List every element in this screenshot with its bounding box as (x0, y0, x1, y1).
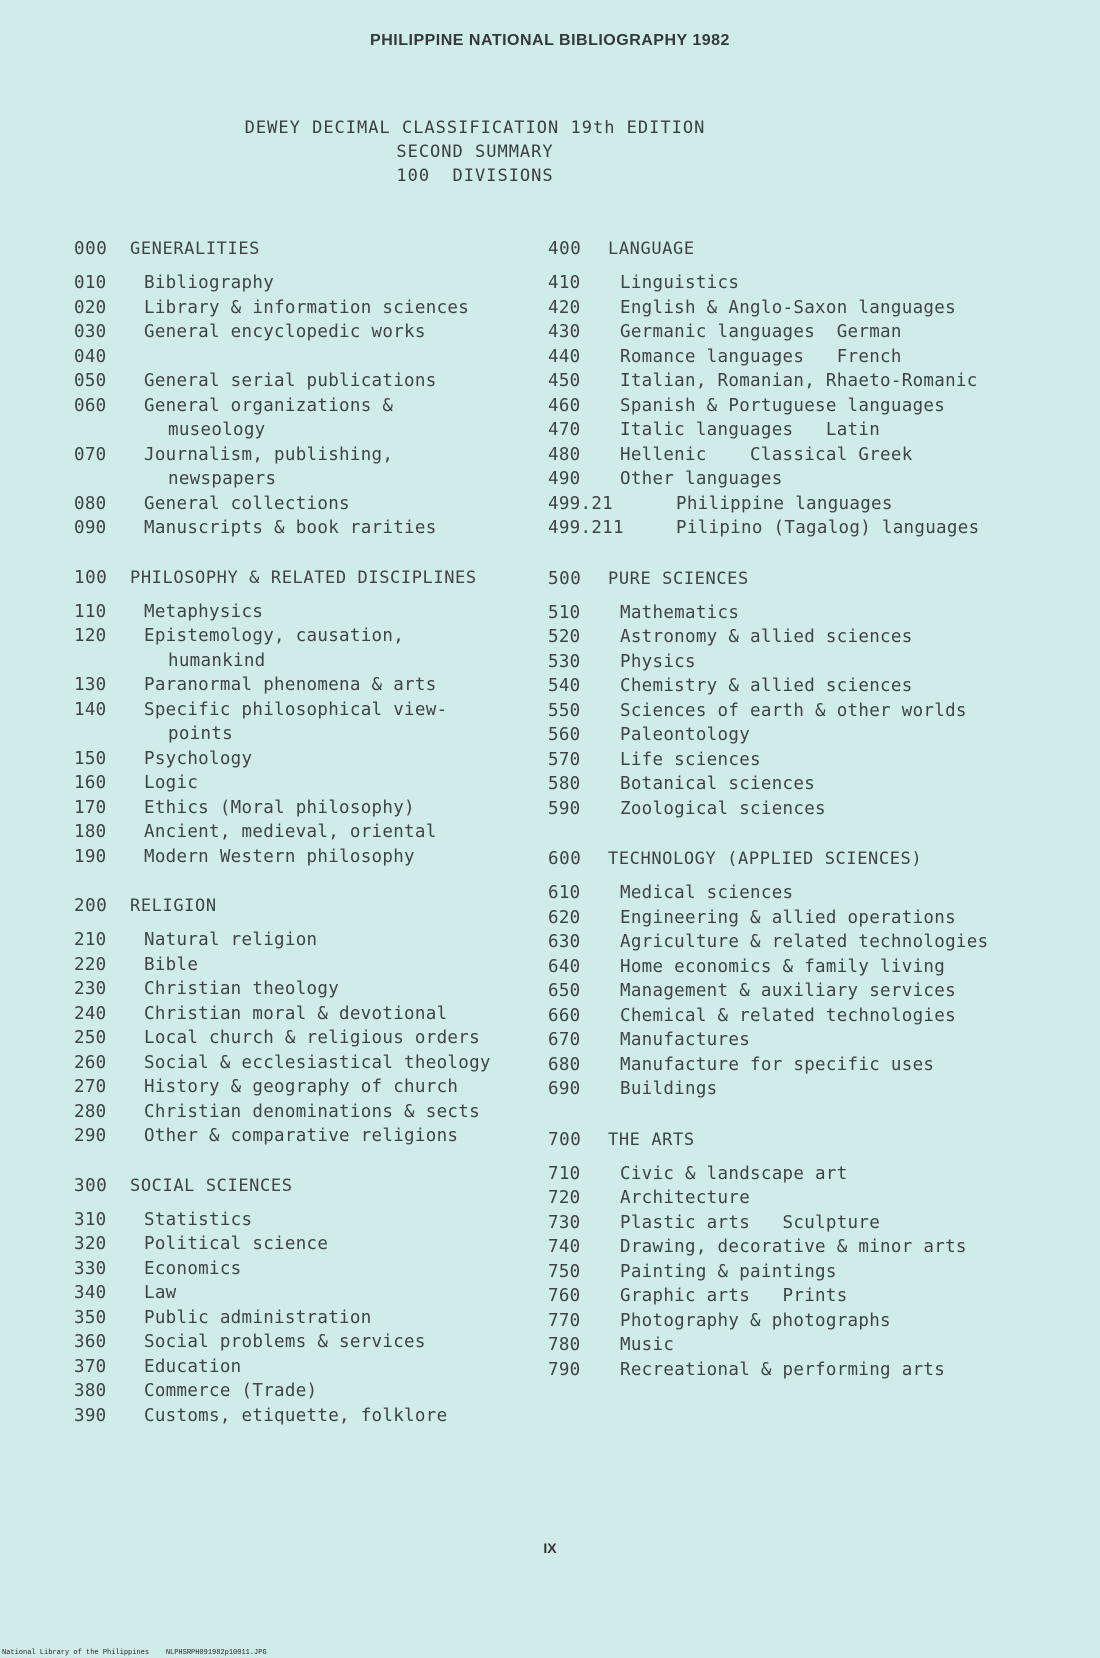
division-entry (548, 906, 1048, 931)
division-label: Photography & photographs (620, 1310, 891, 1331)
section-code: 200 (74, 896, 108, 916)
section-gap (548, 1102, 1048, 1128)
division-entry (548, 1077, 1048, 1102)
division-label: Other languages (620, 469, 783, 489)
page-number: IX (543, 1540, 557, 1556)
division-code: 499.21 (548, 493, 614, 514)
division-label: Hellenic Classical Greek (620, 444, 913, 465)
division-label: Philippine languages (676, 493, 893, 514)
division-code: 710 (548, 1163, 581, 1184)
division-code: 350 (74, 1307, 107, 1328)
division-code: 320 (74, 1234, 107, 1254)
section-gap (548, 821, 1048, 847)
division-code: 110 (74, 601, 107, 622)
division-entry (74, 747, 554, 772)
scan-footer: National Library of the Philippines NLPHSRPH091982p10011.JPG (2, 1649, 267, 1657)
division-entry (548, 955, 1048, 980)
division-entry (74, 953, 554, 978)
division-code: 590 (548, 798, 581, 819)
section-heading (548, 237, 1048, 261)
division-code: 740 (548, 1237, 581, 1257)
division-label: General encyclopedic works (144, 322, 426, 342)
division-code: 360 (74, 1332, 107, 1352)
section-gap (548, 541, 1048, 567)
division-code: 240 (74, 1003, 107, 1024)
division-code: 510 (548, 602, 581, 623)
division-label: Italic languages Latin (620, 420, 881, 440)
division-label: Chemical & related technologies (620, 1005, 956, 1026)
division-entry (548, 625, 1048, 650)
division-label: Spanish & Portuguese languages (620, 395, 946, 416)
division-code: 750 (548, 1261, 581, 1282)
division-label: Ancient, medieval, oriental (144, 822, 437, 842)
division-entry (548, 674, 1048, 699)
division-entry (74, 600, 554, 625)
division-code: 190 (74, 846, 107, 867)
division-entry (548, 1260, 1048, 1285)
division-entry (548, 1028, 1048, 1053)
division-entry (548, 443, 1048, 468)
division-label: Manufacture for specific uses (620, 1054, 935, 1075)
division-code: 630 (548, 932, 581, 952)
division-entry (548, 1284, 1048, 1309)
division-entry (74, 296, 554, 321)
section-heading (74, 566, 554, 590)
division-entry (548, 1211, 1048, 1236)
division-entry (548, 1358, 1048, 1383)
division-entry (548, 979, 1048, 1004)
division-entry (548, 516, 1048, 541)
division-entry (548, 1004, 1048, 1029)
division-label: Romance languages French (620, 346, 902, 367)
section-title: LANGUAGE (608, 239, 695, 259)
division-code: 610 (548, 883, 581, 903)
division-entry (548, 492, 1048, 517)
right-column (548, 237, 1048, 1382)
division-label: Recreational & performing arts (620, 1359, 946, 1380)
division-entry (74, 1330, 554, 1355)
division-code: 550 (548, 700, 581, 721)
division-code: 490 (548, 469, 581, 489)
division-code: 150 (74, 748, 107, 769)
section-title: SOCIAL SCIENCES (130, 1175, 293, 1196)
division-entry (74, 1355, 554, 1380)
division-code: 520 (548, 627, 581, 647)
division-label: Specific philosophical view- points (132, 698, 447, 747)
division-entry (548, 394, 1048, 419)
division-code: 480 (548, 444, 581, 465)
section-code: 100 (74, 567, 108, 588)
division-label: Christian denominations & sects (144, 1101, 480, 1122)
division-entry (74, 345, 554, 370)
division-label-continued: points (168, 724, 234, 744)
division-entry (548, 881, 1048, 906)
division-entry (74, 1124, 554, 1149)
division-label: Education (144, 1356, 242, 1377)
division-label: Life sciences (620, 749, 761, 770)
title-block (0, 116, 950, 188)
division-entry (548, 601, 1048, 626)
class-section (548, 1128, 1048, 1383)
division-entry (548, 296, 1048, 321)
division-entry (74, 1100, 554, 1125)
division-label: Management & auxiliary services (620, 981, 956, 1001)
division-label: Pilipino (Tagalog) languages (676, 518, 980, 538)
division-code: 420 (548, 297, 581, 318)
section-code: 500 (548, 568, 582, 589)
division-entry (74, 698, 554, 747)
division-entry (74, 394, 554, 443)
section-heading (548, 847, 1048, 871)
division-entry (74, 1281, 554, 1306)
division-code: 680 (548, 1054, 581, 1075)
division-label: Buildings (620, 1079, 718, 1099)
division-entry (548, 748, 1048, 773)
division-code: 640 (548, 956, 581, 977)
division-entry (548, 772, 1048, 797)
division-code: 580 (548, 774, 581, 794)
class-section (74, 237, 554, 541)
division-label: Agriculture & related technologies (620, 932, 989, 952)
section-gap (74, 1149, 554, 1174)
division-entry (548, 650, 1048, 675)
division-code: 010 (74, 273, 107, 293)
division-entry (74, 443, 554, 492)
section-title: TECHNOLOGY (APPLIED SCIENCES) (608, 849, 923, 869)
division-code: 460 (548, 395, 581, 416)
division-code: 030 (74, 322, 107, 342)
division-label-continued: museology (168, 420, 266, 440)
division-code: 270 (74, 1077, 107, 1097)
division-code: 080 (74, 493, 107, 514)
division-label: Natural religion (144, 930, 318, 950)
section-heading (548, 567, 1048, 591)
division-entry (74, 271, 554, 296)
section-code: 300 (74, 1175, 108, 1196)
division-label: Paleontology (620, 725, 751, 745)
division-label: Political science (144, 1234, 329, 1254)
division-code: 410 (548, 273, 581, 293)
division-label: Plastic arts Sculpture (620, 1212, 881, 1233)
division-label: Local church & religious orders (144, 1028, 480, 1048)
division-code: 560 (548, 725, 581, 745)
division-entry (74, 1075, 554, 1100)
division-code: 470 (548, 420, 581, 440)
division-entry (548, 723, 1048, 748)
division-label: Botanical sciences (620, 774, 816, 794)
section-heading (74, 237, 554, 261)
division-entry (74, 845, 554, 870)
class-section (74, 566, 554, 870)
division-entry (74, 1051, 554, 1076)
division-code: 770 (548, 1310, 581, 1331)
section-title: RELIGION (130, 896, 217, 916)
division-entry (74, 320, 554, 345)
division-entry (548, 797, 1048, 822)
division-code: 570 (548, 749, 581, 770)
section-title: THE ARTS (608, 1129, 695, 1150)
class-section (74, 894, 554, 1149)
division-label: Other & comparative religions (144, 1126, 459, 1146)
division-entry (74, 796, 554, 821)
division-label: Music (620, 1335, 675, 1355)
division-code: 620 (548, 907, 581, 928)
division-code: 440 (548, 346, 581, 367)
division-entry (74, 1306, 554, 1331)
section-code: 700 (548, 1129, 582, 1150)
division-code: 340 (74, 1283, 107, 1303)
division-label: Linguistics (620, 273, 740, 293)
division-code: 170 (74, 797, 107, 818)
title-line: 100 DIVISIONS (396, 166, 554, 186)
division-code: 730 (548, 1212, 581, 1233)
division-label: Psychology (144, 748, 253, 769)
class-section (74, 1174, 554, 1429)
section-gap (74, 869, 554, 894)
division-code: 180 (74, 822, 107, 842)
division-entry (74, 1002, 554, 1027)
division-label: History & geography of church (144, 1077, 459, 1097)
division-label-continued: humankind (168, 650, 266, 671)
division-code: 690 (548, 1079, 581, 1099)
division-label: Logic (144, 773, 199, 793)
division-code: 210 (74, 930, 107, 950)
division-code: 260 (74, 1052, 107, 1073)
division-entry (74, 928, 554, 953)
division-label: Public administration (144, 1307, 372, 1328)
division-entry (74, 624, 554, 673)
division-code: 720 (548, 1188, 581, 1208)
section-heading (74, 894, 554, 918)
division-code: 120 (74, 626, 107, 646)
section-code: 000 (74, 239, 108, 259)
division-code: 650 (548, 981, 581, 1001)
division-code: 499.211 (548, 518, 624, 538)
division-code: 050 (74, 371, 107, 391)
division-label: Architecture (620, 1188, 751, 1208)
division-code: 230 (74, 979, 107, 999)
division-label (132, 345, 144, 370)
division-code: 040 (74, 346, 107, 367)
section-code: 600 (548, 849, 582, 869)
division-label: Home economics & family living (620, 956, 946, 977)
division-code: 670 (548, 1030, 581, 1050)
division-entry (74, 492, 554, 517)
division-label: General collections (144, 493, 350, 514)
division-code: 790 (548, 1359, 581, 1380)
division-entry (548, 467, 1048, 492)
division-label: Germanic languages German (620, 322, 902, 342)
division-label: Modern Western philosophy (144, 846, 415, 867)
division-entry (548, 1333, 1048, 1358)
division-entry (548, 345, 1048, 370)
division-entry (548, 1309, 1048, 1334)
division-label: General organizations & museology (132, 394, 393, 443)
division-code: 220 (74, 954, 107, 975)
division-code: 140 (74, 699, 107, 720)
division-code: 130 (74, 675, 107, 695)
division-label: Ethics (Moral philosophy) (144, 797, 415, 818)
division-code: 290 (74, 1126, 107, 1146)
division-label: Civic & landscape art (620, 1163, 848, 1184)
division-code: 060 (74, 395, 107, 416)
section-title: GENERALITIES (130, 239, 261, 259)
left-column (74, 237, 554, 1428)
division-label: Statistics (144, 1209, 253, 1230)
division-code: 370 (74, 1356, 107, 1377)
class-section (548, 237, 1048, 541)
division-entry (74, 1232, 554, 1257)
division-entry (74, 1257, 554, 1282)
class-section (548, 847, 1048, 1102)
division-label: Commerce (Trade) (144, 1381, 318, 1401)
division-label: Physics (620, 651, 696, 672)
division-code: 450 (548, 371, 581, 391)
division-label: Sciences of earth & other worlds (620, 700, 967, 721)
division-label-continued: newspapers (168, 469, 277, 489)
division-code: 530 (548, 651, 581, 672)
division-entry (548, 1162, 1048, 1187)
division-label: Astronomy & allied sciences (620, 627, 913, 647)
division-entry (548, 369, 1048, 394)
division-code: 020 (74, 297, 107, 318)
division-label: Social problems & services (144, 1332, 426, 1352)
title-line: SECOND SUMMARY (396, 142, 554, 162)
division-code: 070 (74, 444, 107, 465)
division-code: 780 (548, 1335, 581, 1355)
division-code: 380 (74, 1381, 107, 1401)
division-entry (74, 673, 554, 698)
division-entry (548, 320, 1048, 345)
division-label: General serial publications (144, 371, 437, 391)
division-code: 430 (548, 322, 581, 342)
section-code: 400 (548, 239, 582, 259)
division-entry (74, 516, 554, 541)
division-code: 660 (548, 1005, 581, 1026)
division-entry (74, 1026, 554, 1051)
division-label: English & Anglo-Saxon languages (620, 297, 956, 318)
section-heading (548, 1128, 1048, 1152)
division-code: 330 (74, 1258, 107, 1279)
division-entry (74, 771, 554, 796)
division-label: Paranormal phenomena & arts (144, 675, 437, 695)
division-label: Library & information sciences (144, 297, 470, 318)
division-label: Bible (144, 954, 199, 975)
division-label: Manuscripts & book rarities (144, 518, 437, 538)
division-label: Drawing, decorative & minor arts (620, 1237, 967, 1257)
division-label: Economics (144, 1258, 242, 1279)
division-entry (548, 1235, 1048, 1260)
section-title: PHILOSOPHY & RELATED DISCIPLINES (130, 567, 477, 588)
division-label: Mathematics (620, 602, 740, 623)
division-label: Graphic arts Prints (620, 1286, 848, 1306)
division-code: 280 (74, 1101, 107, 1122)
title-line: DEWEY DECIMAL CLASSIFICATION 19th EDITION (244, 118, 706, 138)
division-code: 160 (74, 773, 107, 793)
division-label: Engineering & allied operations (620, 907, 956, 928)
division-entry (74, 977, 554, 1002)
division-code: 760 (548, 1286, 581, 1306)
division-entry (74, 1379, 554, 1404)
section-gap (74, 541, 554, 566)
division-entry (548, 699, 1048, 724)
division-entry (74, 1404, 554, 1429)
division-label: Bibliography (144, 273, 275, 293)
division-entry (548, 1186, 1048, 1211)
division-label: Medical sciences (620, 883, 794, 903)
running-head: PHILIPPINE NATIONAL BIBLIOGRAPHY 1982 (370, 32, 730, 49)
division-label: Christian theology (144, 979, 340, 999)
division-entry (548, 271, 1048, 296)
division-label: Italian, Romanian, Rhaeto-Romanic (620, 371, 978, 391)
division-label: Epistemology, causation, humankind (132, 624, 404, 673)
division-label: Metaphysics (144, 601, 264, 622)
division-label: Manufactures (620, 1030, 751, 1050)
section-heading (74, 1174, 554, 1198)
division-entry (74, 1208, 554, 1233)
class-section (548, 567, 1048, 822)
division-label: Chemistry & allied sciences (620, 676, 913, 696)
division-entry (74, 820, 554, 845)
division-label: Social & ecclesiastical theology (144, 1052, 491, 1073)
division-entry (74, 369, 554, 394)
division-entry (548, 1053, 1048, 1078)
division-code: 310 (74, 1209, 107, 1230)
section-title: PURE SCIENCES (608, 568, 749, 589)
division-label: Journalism, publishing, newspapers (132, 443, 393, 492)
division-label: Zoological sciences (620, 798, 826, 819)
division-entry (548, 418, 1048, 443)
division-label: Law (144, 1283, 177, 1303)
division-code: 390 (74, 1405, 107, 1426)
division-code: 090 (74, 518, 107, 538)
division-label: Christian moral & devotional (144, 1003, 448, 1024)
division-code: 250 (74, 1028, 107, 1048)
division-label: Painting & paintings (620, 1261, 837, 1282)
division-entry (548, 930, 1048, 955)
division-code: 540 (548, 676, 581, 696)
division-label: Customs, etiquette, folklore (144, 1405, 448, 1426)
